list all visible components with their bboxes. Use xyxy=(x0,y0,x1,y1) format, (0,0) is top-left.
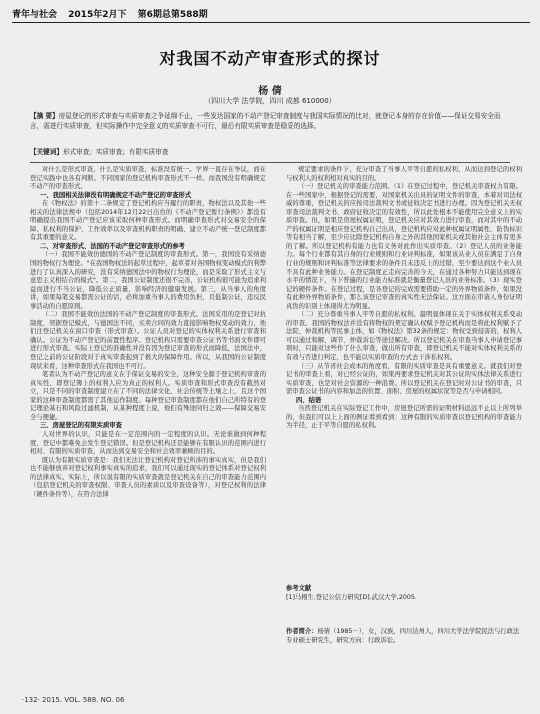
body-paragraph: 对什么是形式审查，什么是实质审查，标准没有统一。学界一直存在争议，而在登记实践中也各有判断。不同国家的登记机构审查形式不一样。而我国没有明确规定不动产的审查形式。 xyxy=(30,166,266,191)
body-paragraph: 当然登记机关在实际登记工作中，房屋登记所需的证明材料远远不止以上所列举的，但我们可以上上面的例证看到看到：这种有限的实质审查以登记机构的审查能力为半径，止于平等自愿的私权利。 xyxy=(286,405,522,430)
body-paragraph: 既认为有限实质审查是：我们无法让登记机构对登记所涉的事实真实，但是我们也不能够放弃对登记权利事实真实的追求，我们可以通过现实的登记体系对登记权利的法律真实。实际上，所以说有限的实质审查就是登记机关在自己的审查能力范围内（包括登记机关的审查权限、审查人员的素质以及审查设备等），对登记权利的法律（硬件条件等），在符合法律 xyxy=(30,456,266,498)
header-rule xyxy=(12,22,530,23)
body-paragraph: 在《物权法》的第十二条规定了登记机构应当履行的职责，物权法以及其他一些相关的法律法规中（包括2014年12月22日出台的《不动产登记暂行条例》）都没有明确提出我国不动产登记应该采取何种审查形式。而明确审查形式对交易安全的保障、私权利的保护、工作效率以及审查机构职责的明确、建立不动产统一登记制度都有其重要的意义。 xyxy=(30,200,266,242)
keywords xyxy=(30,147,510,157)
references xyxy=(286,585,522,602)
body-paragraph: 笔者认为不动产登记的意义在于保证交易的安全，这种安全源于登记机构审查的真实性，即登记簿上的权利人应为真正的权利人。实质审查和形式审查没有截然对立，只是不同的审查制度建立在了不同的法律文化、社会传统等土壤之上，且这个国家的这种审查制度都需了其他运作制度。每种登记审查制度都在他们自己所特有的登记理论基石和风险过滤机制，从某种程度上说，他们有殊途同归之效——保障交易安全与便捷。 xyxy=(30,371,266,421)
author-bio-text: 杨倩（1985－），女，汉族，四川达州人，四川大学法学院民法与行政法专业硕士研究生，研究方向：行政诉讼。 xyxy=(286,628,520,644)
journal-issue: 第6期总第588期 xyxy=(137,10,208,20)
section-heading: 一、我国相关法律没有明确规定不动产登记的审查形式 xyxy=(40,191,192,199)
body-paragraph: （二）充分尊重当事人平等自愿的私权利。最明显体现在关于实体权利关系变动的审查。我国的物权法并没有将物权的契定确认权赋予登记机构而是将此权利赋予了法院、仲裁机构等民事主体，如《物权法》第32条的规定：物权受到侵害的，权利人可以通过和解、调节、仲裁诉讼等途径解决。所以登记机关在审查当事人申请登记事项时，只能对这些作了什么审查，做出所有审查，即登记机关不能对实体权利关系的有效与否进行判定，也不能以实质审查的方式去干涉私权利。 xyxy=(286,311,522,362)
body-paragraph: （三）从节省社会成本的角度看，有限的实质审查是具有重要意义。就我们对登记书的审查上看，对已经公证的，如果再要求登记机关对其公证的实体法律关系进行实质审查，也是对社会资源的一种浪费。所以登记机关在登记时对公证书的审查，只需审查公证书的内容和加盖的位置、面积、房屋的权属状况等是否与申请相同。 xyxy=(286,362,522,396)
references-heading: 参考文献 xyxy=(286,585,312,592)
author-affiliation: （四川大学 法学院，四川 成都 610000） xyxy=(204,97,336,105)
article-author: 杨 倩 xyxy=(258,86,282,97)
author-bio-label: 作者简介： xyxy=(286,628,318,635)
keywords-label: 【关键词】 xyxy=(30,148,63,156)
author-bio xyxy=(286,628,522,645)
journal-date: 2015年2月下 xyxy=(68,10,127,20)
abstract xyxy=(30,111,510,131)
page-footer: ·132· 2015. VOL. 588. NO. 06 xyxy=(22,696,125,704)
section-heading: 三、房屋登记的有限实质审查 xyxy=(40,422,122,430)
body-paragraph: （二）我国不能效仿法国的不动产登记制度的审查形式。法国采用的是登记对抗制度，契据登记模式，与德国法不同，买卖合同的效力直接影响物权变动的效力，他们注登记机关在窗口审查（形式审查）。公证人员对登记的实体权利关系进行审查和确认。公证为不动产登记的前置性程序。登记机构只需要审查公证书等书面文件即可进行形式审查。实际上登记的准确性并没有因为登记审查的形式而降低，法国法中，登记之前的公证阶段对于真实审查起到了极大的保障作用。所以，从我国的公证制度现状来看，这种审查形式在我国也不可行。 xyxy=(30,311,266,370)
section-heading: 四、结语 xyxy=(296,396,322,404)
section-heading: 二、对审查形式、法国的不动产登记审查形式的参考 xyxy=(40,242,185,250)
abstract-label: 【摘 要】 xyxy=(30,112,59,120)
body-paragraph: （一）我国不能效仿德国的不动产登记制度的审查形式。第一，我国没有采纳德国的物权行为理论。"在我国物权法的起草过程中，起草者对各国物权变动模式的利弊进行了认真深入的研究，没有采纳德国法中的物权行为理论，而是采取了形式主义与意思主义相结合的模式"。第二，我国公证制度还很不完善，公证机构很可能为追求利益而进行不当公证，降低公正质量，影响经济的健康发展。第三，从当事人的角度讲，如果每笔交易都需公证的话，必将加重当事人的费用负担，且低制公证，违反民事活动的自愿原则。 xyxy=(30,251,266,310)
body-paragraph: （一）登记机关的审查能力范围。（1）在登记过程中，登记机关审查权力有限。在一些国家中，根据登记的需要，对国家机关出具的证明文件的审查，本着对司法权威的尊重，登记机关的应按司法裁判文书或征收决定书进行办理。因为登记机关无权审查司法裁判文书、政府征收决定的有效性，所以此处根本不能使用完全意义上的实质审查。但，如果是房屋权属证明，登记机关应对其效力进行审查，而对其中的不动产的权属证明是相应登记机构自己出具，登记机构应对此种权属证明属性、防伪标识等有相当了解，至少应比除登记机构自身之外的其他国家机关或其他社会主体有更多的了解。所以登记机构有能力也有义务对此作出实质审查。（2）登记人员的业务能力。每个行业都有其自身的行业规则和行业评判标准，如果该从业人员在满足了自身行业的规则和评判标准等法律要求的条件且未违反上的过错，至少要达到这个业人员不具有此种业务能力。在登记制度正走向完善的今天，在通过各种努力只能达到现在水平的情况下，当下普遍的行业能力标准就是衡量登记人员的业务标准。（3）现实登记的硬件条件。在登记过程，是各登记的完成需要借助一定的外界物质条件，如果没有此种外界物质条件，那么该登记审查的真实性无法保证。这方面在审请人身份证明真伪的识别上体现得尤为明显。 xyxy=(286,183,522,310)
body-paragraph: 人对世界的认识，只能是在一定范围内的一定程度的认识。无论谁做到何种程度，登记中都难免会发生登记错误。但是登记机构还是能够在有限认识的范围内进行相对、有限的实质审查，从而达到交易安全和社会效率兼顾的目的。 xyxy=(30,430,266,456)
body-column-left xyxy=(30,166,266,696)
reference-item: [1]马栩生.登记公信力研究[D].武汉大学,2005. xyxy=(286,593,417,601)
body-column-right xyxy=(286,166,522,581)
body-paragraph: 规定要求的条件下，充分审查了当事人平等自愿的私权利，从而达到登记的权利与权利人的权利相对真实的目的。 xyxy=(286,166,522,182)
abstract-text: 房屋登记的形式审查与实质审查之争延绵不止，一些发达国家的不动产登记审查制度与我国实际情况的比对，就登记本身的存在价值——保证交易安全而言，需进行实质审查，但实际操作中完全意义的实质审查不可行，最后有限实质审查是稳妥的选择。 xyxy=(30,112,501,130)
journal-name: 青年与社会 xyxy=(12,10,58,20)
article-title: 对我国不动产审查形式的探讨 xyxy=(159,49,381,68)
abstract-rule xyxy=(30,162,510,163)
keywords-text: 形式审查；实质审查；有限实质审查 xyxy=(62,148,169,156)
journal-header xyxy=(12,7,532,20)
